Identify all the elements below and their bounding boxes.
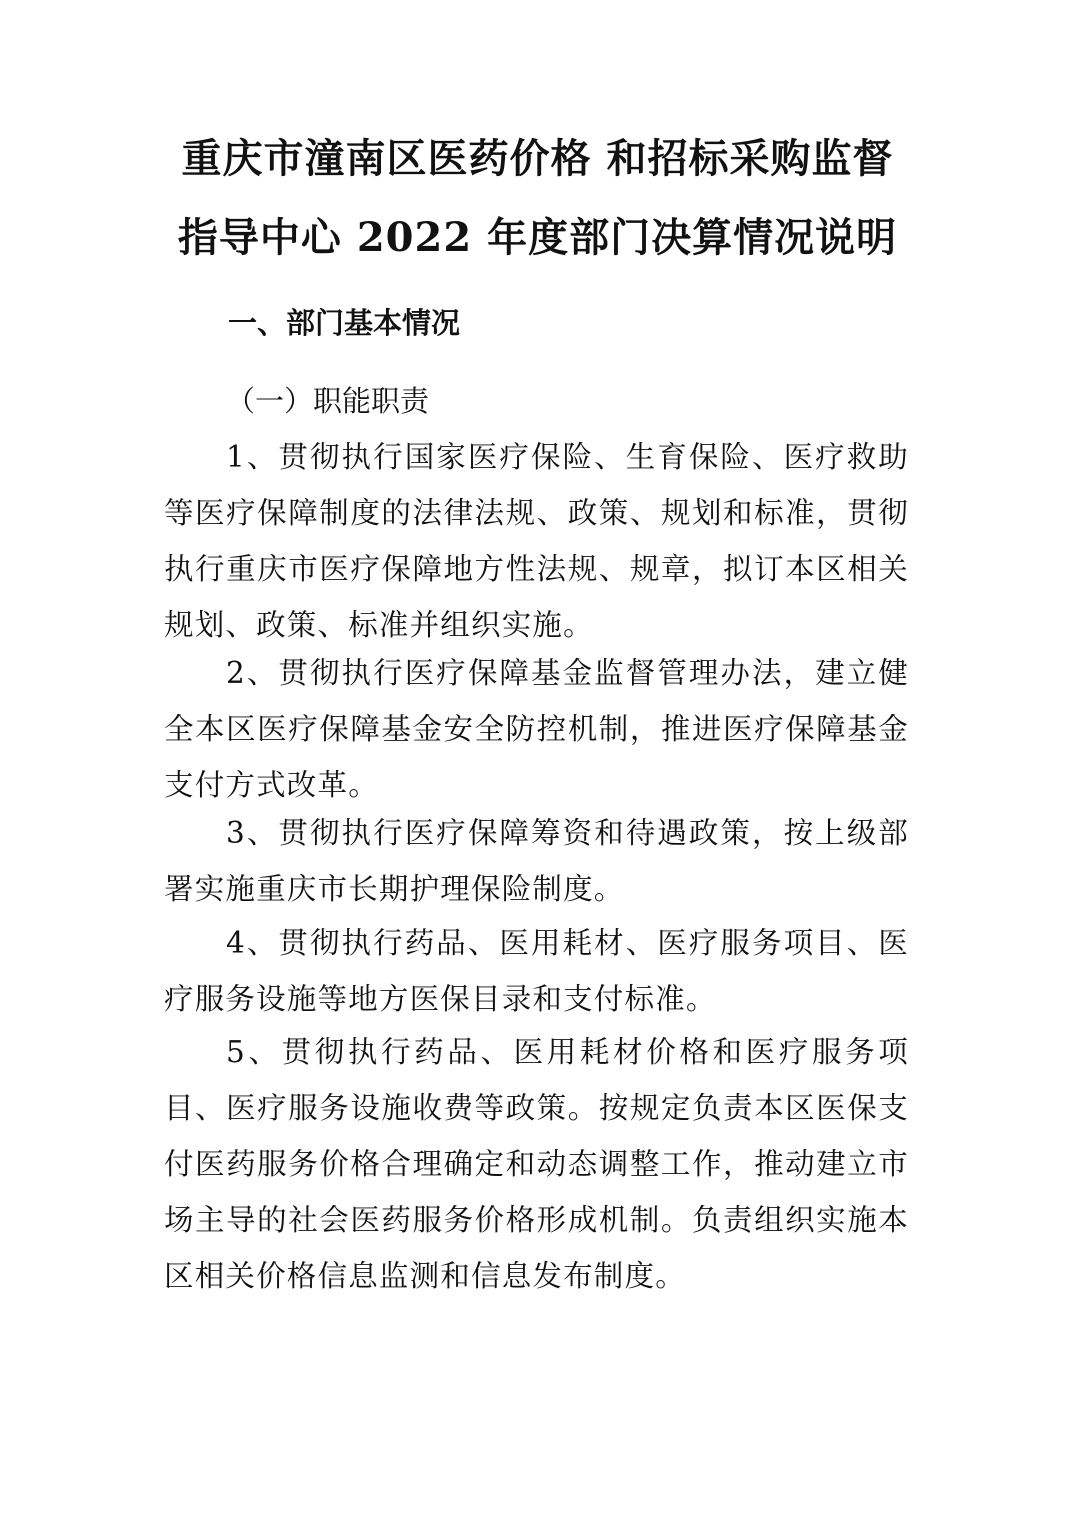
subsection-heading: （一）职能职责 — [226, 384, 430, 418]
section-heading: 一、部门基本情况 — [228, 306, 461, 340]
paragraph-2: 2、贯彻执行医疗保障基金监督管理办法，建立健全本区医疗保障基金安全防控机制，推进医疗保障基金支付方式改革。 — [164, 656, 909, 802]
paragraph-3: 3、贯彻执行医疗保障筹资和待遇政策，按上级部署实施重庆市长期护理保险制度。 — [164, 816, 909, 906]
paragraph-1: 1、贯彻执行国家医疗保险、生育保险、医疗救助等医疗保障制度的法律法规、政策、规划和标准，贯彻执行重庆市医疗保障地方性法规、规章，拟订本区相关规划、政策、标准并组织实施。 — [164, 440, 909, 642]
paragraph-5: 5、贯彻执行药品、医用耗材价格和医疗服务项目、医疗服务设施收费等政策。按规定负责本区医保支付医药服务价格合理确定和动态调整工作，推动建立市场主导的社会医药服务价格形成机制。负责组织实施本区相关价格信息监测和信息发布制度。 — [164, 1035, 909, 1293]
document-title-line-1: 重庆市潼南区医药价格 和招标采购监督 — [181, 135, 894, 182]
document-title-line-2: 指导中心 2022 年度部门决算情况说明 — [177, 214, 898, 261]
paragraph-4: 4、贯彻执行药品、医用耗材、医疗服务项目、医疗服务设施等地方医保目录和支付标准。 — [164, 926, 909, 1016]
